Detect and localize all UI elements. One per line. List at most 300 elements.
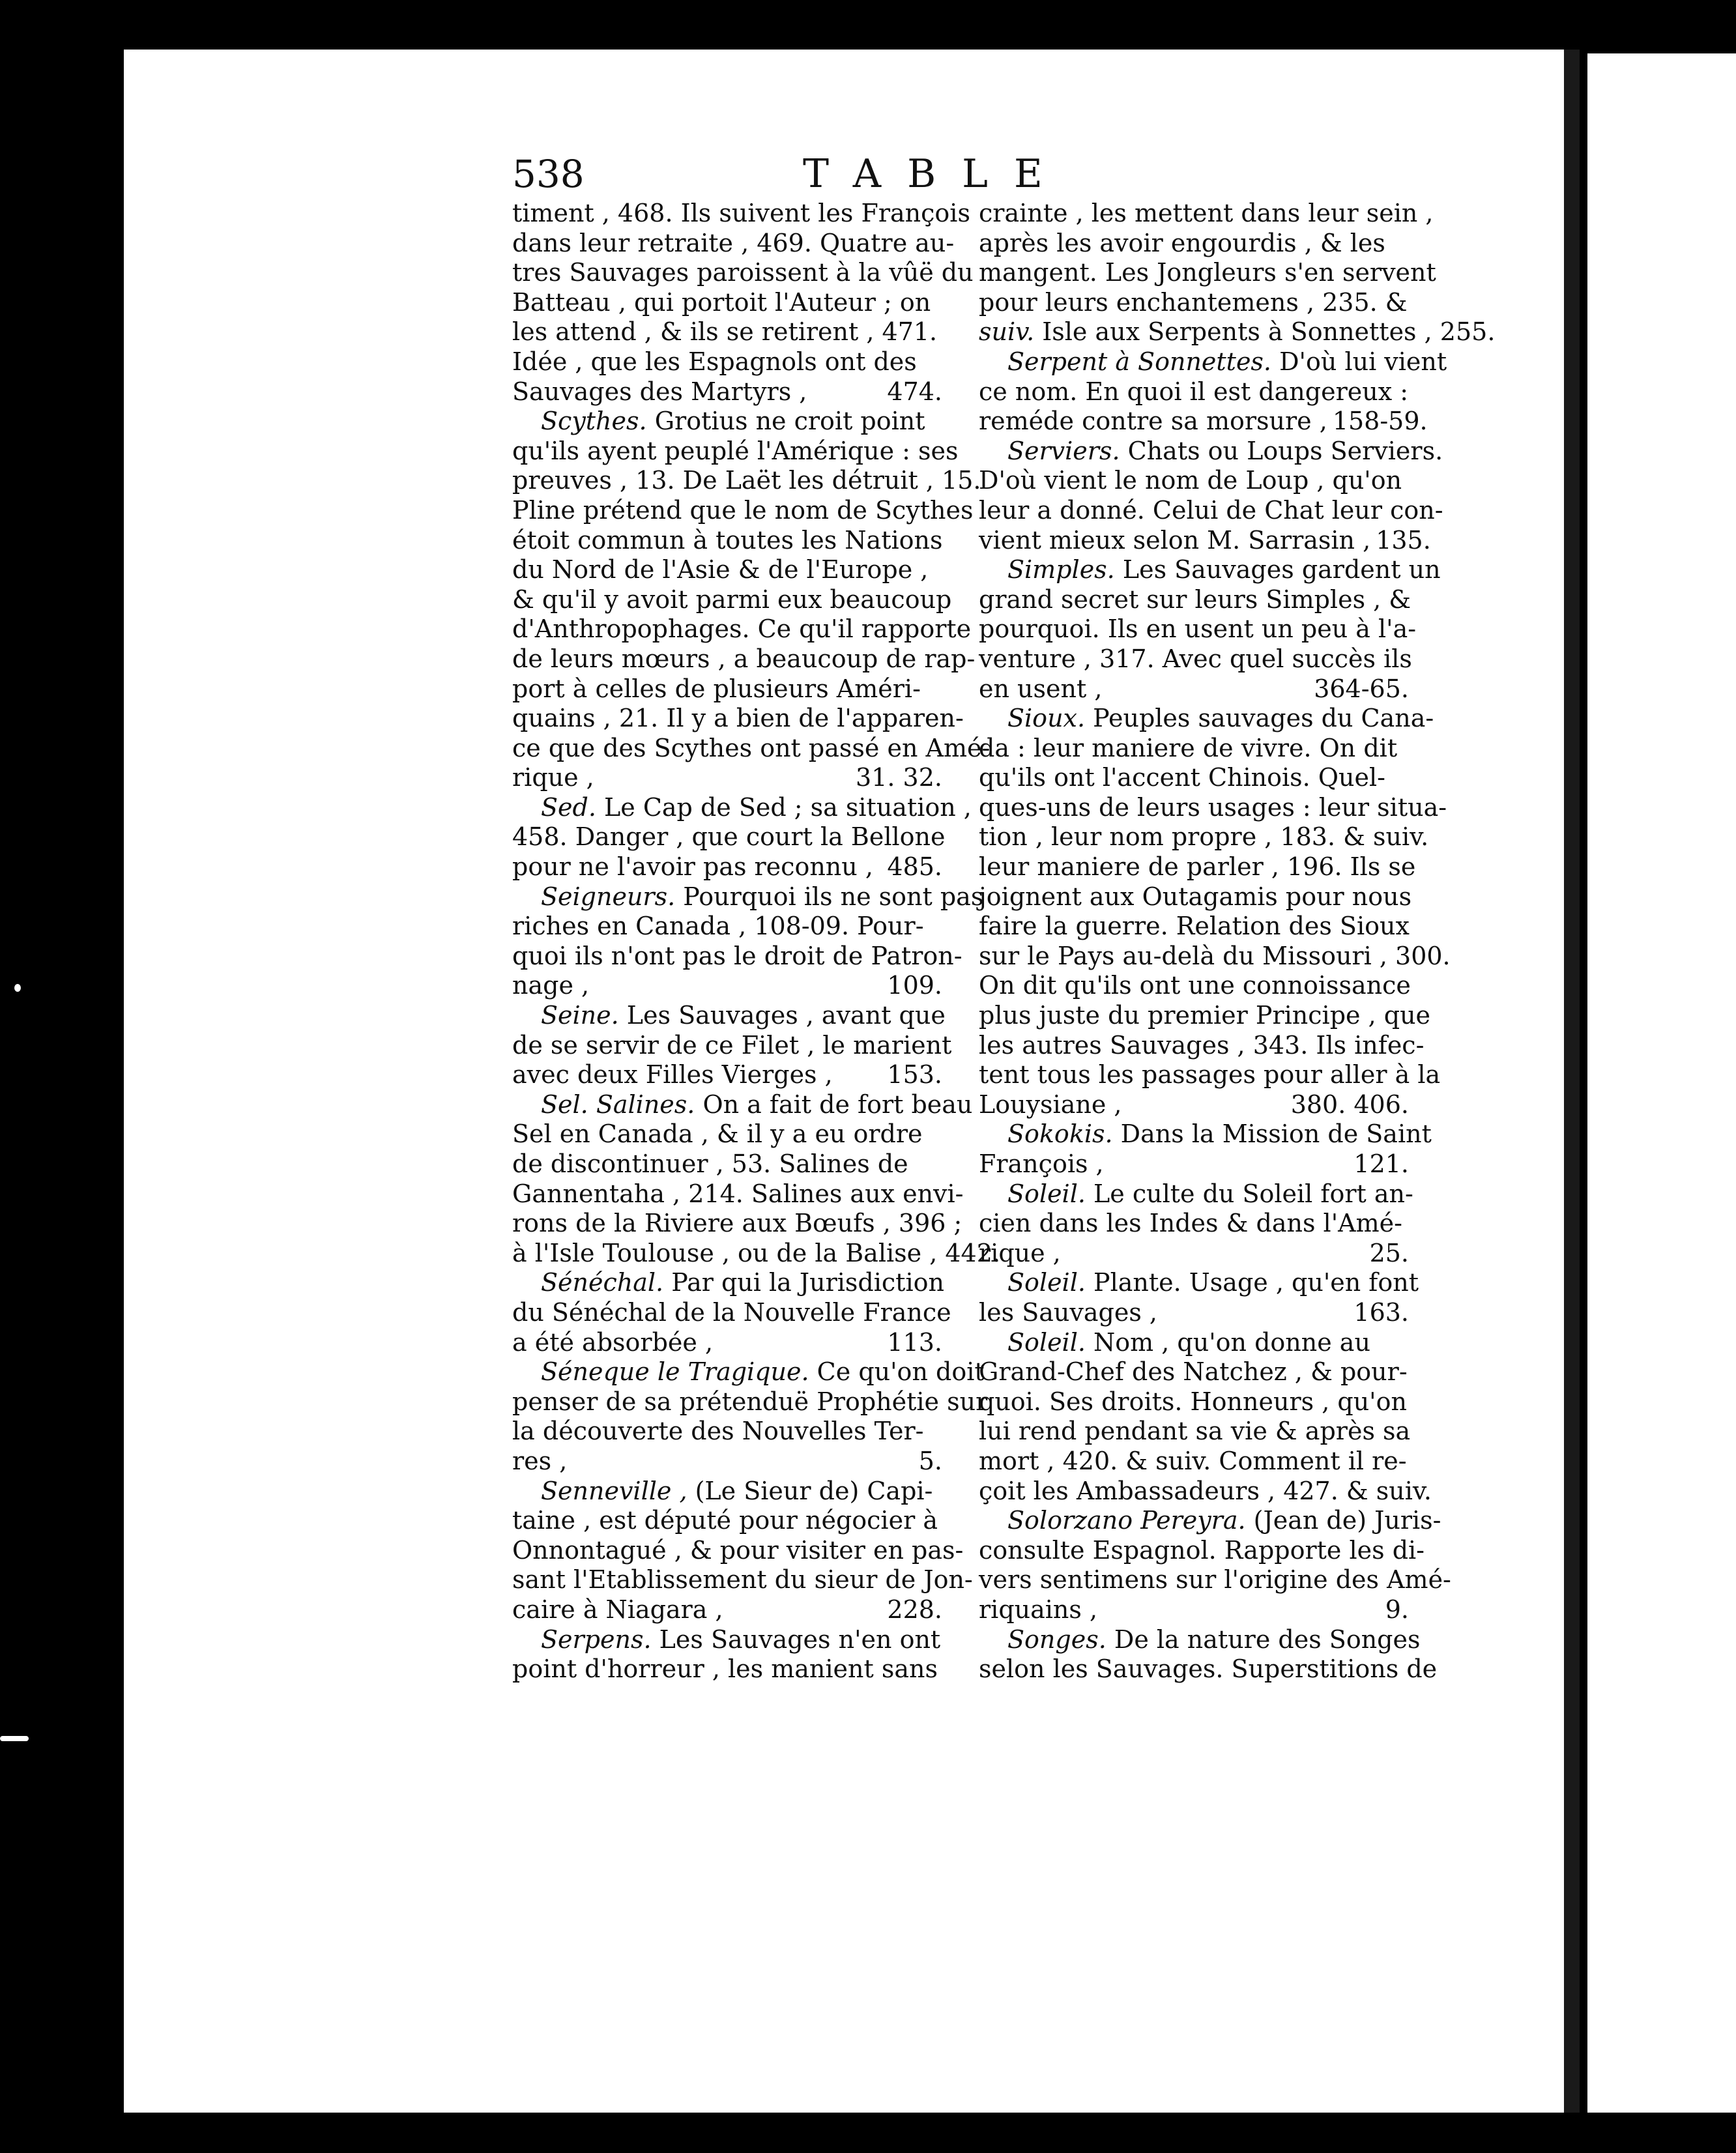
entry-text: étoit commun à toutes les Nations	[512, 525, 943, 555]
index-entry-line	[512, 1625, 942, 1655]
line-text	[979, 614, 1416, 644]
line-text	[512, 1209, 962, 1239]
line-text	[979, 1090, 1121, 1120]
entry-text: port à celles de plusieurs Améri-	[512, 674, 921, 703]
index-text-line	[979, 495, 1443, 526]
entry-text: du Nord de l'Asie & de l'Europe ,	[512, 555, 929, 585]
entry-text: Peuples sauvages du Cana-	[1085, 704, 1434, 733]
line-text	[979, 1031, 1424, 1061]
index-text-line	[979, 1001, 1431, 1031]
entry-text: a été absorbée ,	[512, 1327, 714, 1357]
index-text-line	[512, 495, 974, 526]
entry-text: mort , 420. & suiv. Comment il re-	[979, 1446, 1407, 1475]
line-text	[512, 942, 962, 972]
index-text-line	[979, 525, 1431, 556]
line-text	[512, 763, 594, 793]
line-text	[1007, 1328, 1370, 1358]
line-text	[541, 1001, 946, 1031]
index-text-line	[979, 644, 1412, 674]
index-text-line	[512, 1179, 964, 1209]
line-text	[512, 1506, 938, 1536]
index-text-line	[512, 1209, 962, 1239]
entry-text: res ,	[512, 1446, 568, 1475]
entry-text: sur le Pays au-delà du Missouri , 300.	[979, 941, 1451, 970]
index-text-line	[512, 466, 981, 496]
index-text-line	[512, 1030, 952, 1061]
entry-text: D'où lui vient	[1271, 347, 1447, 376]
entry-text: Plante. Usage , qu'en font	[1085, 1268, 1419, 1297]
page-reference: 109.	[887, 971, 942, 1000]
entry-text: avec deux Filles Vierges ,	[512, 1060, 833, 1090]
line-text	[979, 1239, 1061, 1269]
entry-text: Les Sauvages gardent un	[1114, 555, 1441, 585]
line-text	[979, 1417, 1410, 1447]
index-text-line	[512, 1120, 942, 1149]
index-text-line	[512, 1654, 942, 1684]
entry-text: Grand-Chef des Natchez , & pour-	[979, 1357, 1408, 1387]
index-text-line	[979, 912, 1409, 942]
line-text	[512, 1060, 833, 1090]
entry-text: qu'ils ayent peuplé l'Amérique : ses	[512, 436, 959, 465]
entry-text: grand secret sur leurs Simples , &	[979, 585, 1411, 614]
line-text	[512, 258, 974, 288]
index-text-line	[512, 912, 942, 942]
line-text	[512, 466, 981, 496]
entry-text: les attend , & ils se retirent , 471.	[512, 317, 938, 347]
page-reference: 9.	[1385, 1595, 1409, 1624]
line-text	[979, 674, 1102, 704]
page-reference: 380. 406.	[1290, 1090, 1409, 1119]
index-text-line	[512, 644, 976, 674]
line-text	[512, 437, 959, 467]
line-text	[979, 763, 1385, 793]
line-text	[512, 644, 975, 674]
entry-text: dans leur retraite , 469. Quatre au-	[512, 228, 955, 257]
index-entry-line	[979, 436, 1443, 467]
line-text	[979, 377, 1408, 407]
entry-text: Les Sauvages , avant que	[618, 1001, 946, 1030]
index-column-left	[512, 199, 1000, 1684]
entry-text: penser de sa prétenduë Prophétie sur	[512, 1387, 988, 1416]
index-text-line	[979, 1447, 1409, 1477]
entry-text: vers sentimens sur l'origine des Amé-	[979, 1565, 1451, 1595]
index-text-line	[979, 1387, 1409, 1417]
line-text	[541, 1477, 933, 1507]
page-reference: 153.	[887, 1060, 942, 1090]
entry-text: les Sauvages ,	[979, 1297, 1157, 1327]
entry-headword: Serpens.	[541, 1625, 652, 1654]
index-text-line	[512, 1447, 942, 1477]
index-text-line	[512, 228, 955, 259]
line-text	[512, 526, 943, 556]
entry-text: Nom , qu'on donne au	[1085, 1327, 1370, 1357]
entry-headword: Simples.	[1007, 555, 1115, 585]
index-text-line	[512, 733, 991, 764]
index-text-line	[512, 941, 962, 972]
entry-headword: Solorzano Pereyra.	[1007, 1506, 1246, 1535]
line-text	[979, 1654, 1437, 1684]
index-entry-line	[512, 1477, 942, 1507]
line-text	[979, 585, 1411, 615]
index-text-line	[979, 258, 1436, 288]
entry-text: quoi ils n'ont pas le droit de Patron-	[512, 941, 962, 970]
entry-headword: suiv.	[979, 317, 1035, 347]
entry-text: Par qui la Jurisdiction	[663, 1268, 944, 1297]
index-text-line	[979, 1298, 1409, 1328]
line-text	[512, 822, 945, 852]
entry-headword: Soleil.	[1007, 1268, 1086, 1297]
index-text-line	[979, 971, 1409, 1001]
index-entry-line	[512, 882, 984, 912]
line-text	[979, 317, 1495, 347]
entry-text: de se servir de ce Filet , le marient	[512, 1030, 952, 1060]
index-entry-line	[979, 1506, 1441, 1536]
index-text-line	[979, 199, 1434, 229]
page-reference: 485.	[887, 852, 942, 882]
entry-text: ques-uns de leurs usages : leur situa-	[979, 792, 1447, 822]
entry-text: riches en Canada , 108-09. Pour-	[512, 912, 924, 941]
index-text-line	[979, 1357, 1409, 1387]
index-entry-line	[979, 1120, 1432, 1149]
index-entry-line	[979, 347, 1447, 377]
index-text-line	[512, 1535, 964, 1566]
line-text	[512, 1149, 908, 1179]
index-text-line	[979, 674, 1409, 704]
entry-text: riquains ,	[979, 1595, 1098, 1624]
entry-text: On a fait de fort beau	[695, 1090, 973, 1119]
index-text-line	[512, 1417, 942, 1447]
page-reference: 5.	[918, 1446, 942, 1475]
entry-text: plus juste du premier Principe , que	[979, 1001, 1431, 1030]
line-text	[979, 852, 1415, 882]
index-text-line	[512, 199, 970, 229]
line-text	[979, 1209, 1402, 1239]
index-text-line	[979, 288, 1409, 318]
line-text	[512, 674, 921, 704]
entry-text: du Sénéchal de la Nouvelle France	[512, 1297, 951, 1327]
index-text-line	[979, 882, 1412, 912]
line-text	[979, 1536, 1425, 1566]
entry-text: & qu'il y avoit parmi eux beaucoup	[512, 585, 952, 614]
entry-text: Ce qu'on doit	[809, 1357, 985, 1387]
entry-text: crainte , les mettent dans leur sein ,	[979, 199, 1434, 227]
line-text	[979, 1477, 1432, 1507]
entry-text: cien dans les Indes & dans l'Amé-	[979, 1209, 1402, 1238]
index-text-line	[512, 555, 942, 585]
entry-text: pourquoi. Ils en usent un peu à l'a-	[979, 614, 1417, 644]
entry-text: Le culte du Soleil fort an-	[1085, 1179, 1413, 1208]
entry-headword: Soleil.	[1007, 1327, 1086, 1357]
entry-text: rique ,	[979, 1238, 1061, 1267]
entry-text: tion , leur nom propre , 183. & suiv.	[979, 822, 1429, 852]
line-text	[979, 1565, 1451, 1595]
index-text-line	[979, 407, 1428, 437]
index-text-line	[512, 1238, 1000, 1269]
entry-text: çoit les Ambassadeurs , 427. & suiv.	[979, 1476, 1432, 1505]
entry-text: Dans la Mission de Saint	[1112, 1120, 1432, 1149]
scan-speck	[0, 1736, 29, 1741]
entry-text: Gannentaha , 214. Salines aux envi-	[512, 1179, 964, 1208]
index-text-line	[512, 1297, 951, 1328]
entry-text: lui rend pendant sa vie & après sa	[979, 1417, 1411, 1446]
index-entry-line	[979, 1625, 1421, 1655]
entry-text: rique ,	[512, 763, 594, 792]
index-text-line	[512, 704, 964, 734]
entry-headword: Sénéchal.	[541, 1268, 664, 1297]
entry-headword: Serpent à Sonnettes.	[1007, 347, 1272, 376]
entry-headword: Sokokis.	[1007, 1120, 1113, 1149]
index-entry-line	[979, 704, 1434, 734]
index-text-line	[979, 1535, 1425, 1566]
index-text-line	[512, 526, 942, 556]
page-reference: 113.	[887, 1327, 942, 1357]
entry-text: 458. Danger , que court la Bellone	[512, 822, 946, 852]
index-entry-line	[512, 792, 972, 823]
entry-text: de leurs mœurs , a beaucoup de rap-	[512, 644, 976, 673]
line-text	[512, 1328, 713, 1358]
entry-text: sant l'Etablissement du sieur de Jon-	[512, 1565, 973, 1595]
line-text	[512, 971, 589, 1001]
line-text	[1007, 1625, 1420, 1655]
page-reference: 364-65.	[1314, 674, 1409, 703]
line-text	[979, 734, 1397, 764]
line-text	[512, 496, 974, 526]
line-text	[541, 1090, 972, 1120]
line-text	[512, 1654, 938, 1684]
entry-text: reméde contre sa morsure ,	[979, 407, 1327, 436]
line-text	[979, 1595, 1097, 1625]
index-text-line	[512, 436, 959, 467]
entry-text: Grotius ne croit point	[646, 407, 925, 436]
line-text	[979, 258, 1436, 288]
index-entry-line	[512, 1268, 942, 1298]
entry-text: De la nature des Songes	[1106, 1625, 1421, 1654]
index-entry-line	[512, 1001, 946, 1031]
entry-text: Sauvages des Martyrs ,	[512, 377, 807, 406]
entry-text: pour ne l'avoir pas reconnu ,	[512, 852, 873, 882]
page-reference: 474.	[887, 377, 942, 406]
line-text	[541, 793, 972, 823]
line-text	[979, 288, 1408, 318]
index-text-line	[979, 1565, 1451, 1595]
entry-text: Isle aux Serpents à Sonnettes , 255.	[1034, 317, 1496, 347]
entry-headword: Senneville ,	[541, 1476, 687, 1505]
page-reference: 25.	[1369, 1238, 1409, 1267]
entry-text: tent tous les passages pour aller à la	[979, 1060, 1441, 1090]
line-text	[512, 347, 917, 377]
entry-text: venture , 317. Avec quel succès ils	[979, 644, 1412, 673]
entry-text: selon les Sauvages. Superstitions de	[979, 1654, 1438, 1684]
line-text	[979, 1001, 1430, 1031]
line-text	[512, 1387, 987, 1417]
index-text-line	[979, 734, 1409, 764]
entry-text: caire à Niagara ,	[512, 1595, 723, 1624]
line-text	[512, 1565, 973, 1595]
index-column-right	[979, 199, 1496, 1684]
line-text	[512, 1447, 567, 1477]
index-text-line	[979, 614, 1417, 644]
index-text-line	[979, 1060, 1441, 1090]
entry-headword: Sel. Salines.	[541, 1090, 695, 1119]
line-text	[979, 466, 1402, 496]
line-text	[979, 1298, 1157, 1328]
line-text	[1007, 704, 1434, 734]
line-text	[979, 407, 1327, 437]
entry-text: François ,	[979, 1149, 1104, 1178]
entry-text: leur maniere de parler , 196. Ils se	[979, 852, 1416, 882]
entry-text: à l'Isle Toulouse , ou de la Balise , 442.	[512, 1238, 1000, 1267]
index-text-line	[512, 1595, 942, 1625]
line-text	[512, 288, 931, 318]
entry-text: (Jean de) Juris-	[1245, 1506, 1441, 1535]
facing-page-edge	[1587, 53, 1736, 2113]
line-text	[512, 1179, 964, 1209]
line-text	[512, 199, 970, 229]
entry-headword: Soleil.	[1007, 1179, 1086, 1208]
line-text	[979, 912, 1410, 942]
index-text-line	[512, 971, 942, 1001]
index-text-line	[512, 1149, 942, 1179]
index-text-line	[512, 347, 942, 377]
index-text-line	[979, 585, 1409, 615]
entry-text: Idée , que les Espagnols ont des	[512, 347, 917, 376]
entry-text: faire la guerre. Relation des Sioux	[979, 912, 1410, 941]
line-text	[979, 1357, 1408, 1387]
entry-text: rons de la Riviere aux Bœufs , 396 ;	[512, 1209, 962, 1238]
index-text-line	[979, 1476, 1432, 1507]
entry-text: Chats ou Loups Serviers.	[1120, 436, 1443, 465]
line-text	[541, 882, 983, 912]
page-reference: 158-59.	[1332, 407, 1428, 436]
line-text	[512, 1536, 963, 1566]
running-title: TABLE	[803, 151, 1069, 197]
entry-headword: Séneque le Tragique.	[541, 1357, 809, 1387]
entry-text: vient mieux selon M. Sarrasin ,	[979, 525, 1371, 555]
line-text	[512, 912, 924, 942]
entry-headword: Scythes.	[541, 407, 647, 436]
line-text	[512, 229, 954, 259]
entry-text: Le Cap de Sed ; sa situation ,	[596, 792, 972, 822]
entry-text: quoi. Ses droits. Honneurs , qu'on	[979, 1387, 1407, 1416]
entry-text: Pline prétend que le nom de Scythes	[512, 495, 974, 525]
entry-text: en usent ,	[979, 674, 1103, 703]
page-reference: 228.	[887, 1595, 942, 1624]
line-text	[512, 1120, 923, 1149]
entry-text: la découverte des Nouvelles Ter-	[512, 1417, 924, 1446]
index-text-line	[512, 377, 942, 407]
index-text-line	[979, 377, 1409, 407]
entry-text: Pourquoi ils ne sont pas	[675, 882, 984, 911]
line-text	[512, 1239, 1000, 1269]
index-text-line	[512, 585, 952, 615]
line-text	[1007, 1506, 1441, 1536]
line-text	[979, 1060, 1440, 1090]
entry-text: nage ,	[512, 971, 590, 1000]
page-reference: 163.	[1353, 1297, 1409, 1327]
index-entry-line	[979, 555, 1441, 585]
line-text	[979, 1447, 1407, 1477]
line-text	[512, 852, 873, 882]
line-text	[979, 496, 1443, 526]
index-text-line	[512, 852, 942, 882]
entry-headword: Sed.	[541, 792, 596, 822]
entry-text: Onnontagué , & pour visiter en pas-	[512, 1535, 964, 1565]
line-text	[1007, 437, 1443, 467]
index-text-line	[979, 1030, 1425, 1061]
line-text	[979, 882, 1411, 912]
index-entry-line	[979, 317, 1496, 347]
line-text	[512, 1031, 951, 1061]
entry-text: Les Sauvages n'en ont	[651, 1625, 941, 1654]
entry-text: point d'horreur , les manient sans	[512, 1654, 938, 1684]
index-text-line	[512, 674, 942, 704]
line-text	[512, 734, 990, 764]
index-text-line	[979, 1654, 1438, 1684]
entry-text: les autres Sauvages , 343. Ils infec-	[979, 1030, 1425, 1060]
page-reference: 121.	[1353, 1149, 1409, 1178]
line-text	[512, 377, 807, 407]
scan-speck	[14, 984, 21, 992]
index-text-line	[512, 288, 942, 318]
entry-text: leur a donné. Celui de Chat leur con-	[979, 495, 1443, 525]
line-text	[541, 1625, 940, 1655]
index-text-line	[512, 1060, 942, 1090]
entry-text: ce nom. En quoi il est dangereux :	[979, 377, 1409, 406]
index-entry-line	[979, 1268, 1419, 1298]
line-text	[541, 1268, 944, 1298]
entry-text: D'où vient le nom de Loup , qu'on	[979, 466, 1402, 495]
index-entry-line	[979, 1179, 1413, 1209]
entry-text: joignent aux Outagamis pour nous	[979, 882, 1412, 911]
line-text	[541, 407, 925, 437]
line-text	[979, 942, 1451, 972]
line-text	[1007, 1268, 1419, 1298]
entry-text: quains , 21. Il y a bien de l'apparen-	[512, 704, 964, 733]
entry-text: ce que des Scythes ont passé en Amé-	[512, 733, 991, 762]
line-text	[1007, 555, 1441, 585]
index-text-line	[979, 822, 1429, 852]
entry-text: Louysiane ,	[979, 1090, 1122, 1119]
index-text-line	[979, 1239, 1409, 1269]
index-entry-line	[512, 407, 942, 437]
page-header	[512, 151, 1434, 197]
line-text	[979, 199, 1434, 229]
entry-text: mangent. Les Jongleurs s'en servent	[979, 258, 1436, 287]
entry-text: consulte Espagnol. Rapporte les di-	[979, 1535, 1425, 1565]
index-text-line	[512, 258, 974, 288]
entry-text: preuves , 13. De Laët les détruit , 15.	[512, 466, 981, 495]
line-text	[512, 1417, 924, 1447]
line-text	[979, 229, 1385, 259]
line-text	[1007, 1120, 1432, 1149]
index-text-line	[979, 852, 1416, 882]
line-text	[979, 644, 1412, 674]
index-text-line	[979, 763, 1409, 793]
line-text	[512, 555, 928, 585]
entry-text: qu'ils ont l'accent Chinois. Quel-	[979, 763, 1385, 792]
entry-text: après les avoir engourdis , & les	[979, 228, 1385, 257]
entry-text: tres Sauvages paroissent à la vûë du	[512, 258, 974, 287]
index-text-line	[979, 466, 1409, 496]
index-entry-line	[512, 1090, 973, 1120]
line-text	[979, 1387, 1407, 1417]
index-text-line	[979, 792, 1447, 823]
entry-text: de discontinuer , 53. Salines de	[512, 1149, 908, 1178]
page-number: 538	[512, 152, 585, 196]
entry-headword: Seigneurs.	[541, 882, 676, 911]
entry-headword: Songes.	[1007, 1625, 1107, 1654]
line-text	[979, 793, 1447, 823]
